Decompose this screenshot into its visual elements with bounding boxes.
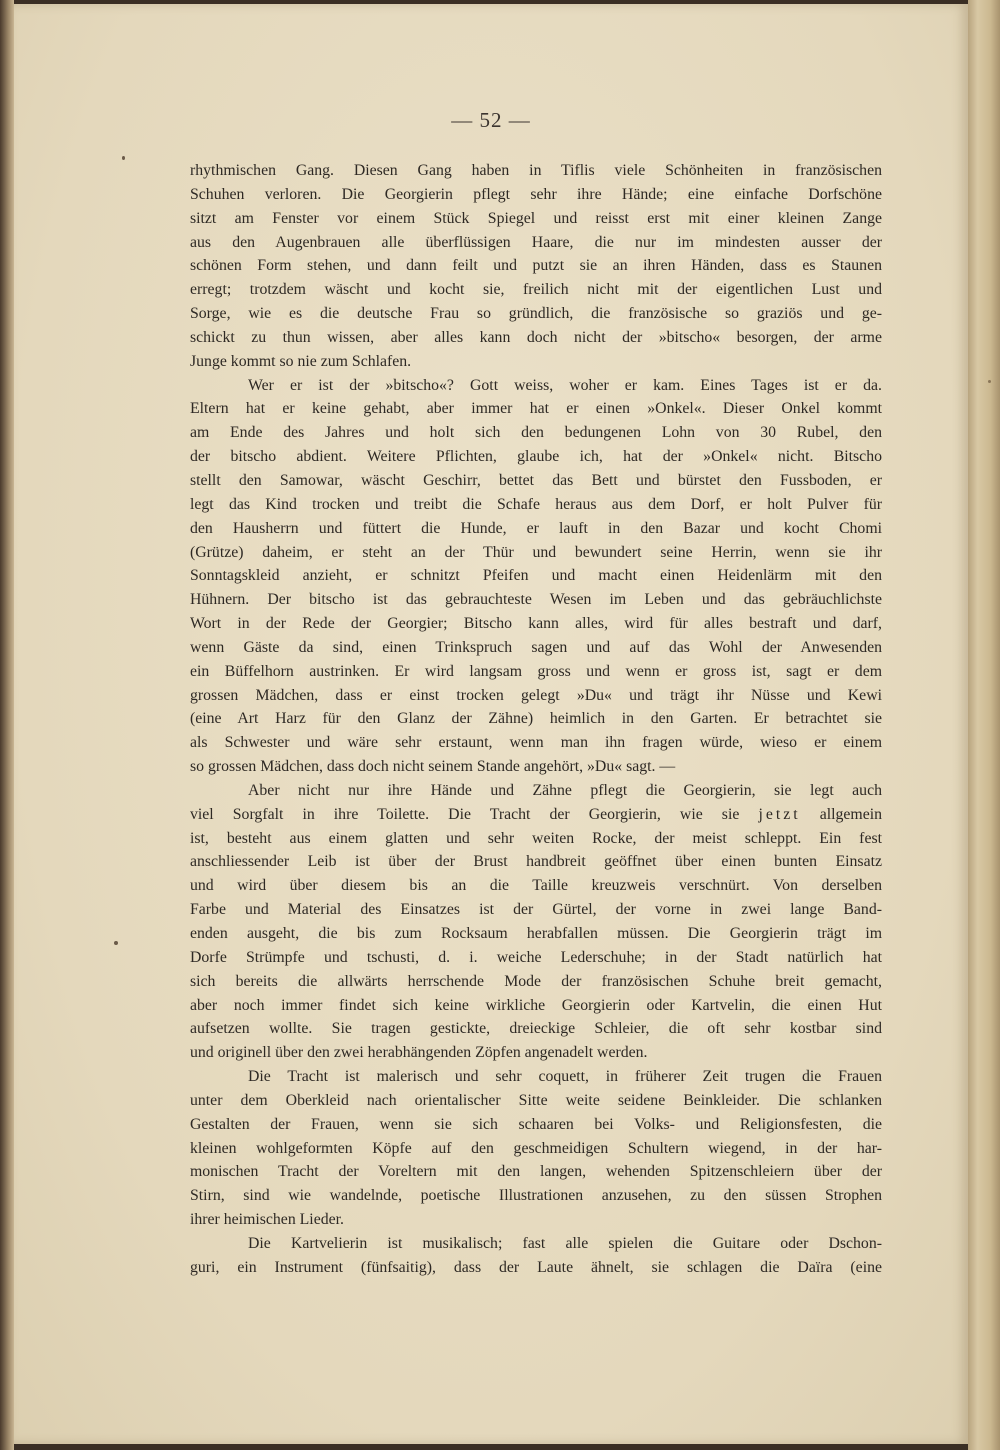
text-line: schönen Form stehen, und dann feilt und putzt sie an ihren Händen, dass es Staunen [190,257,882,275]
text-line: Hühnern. Der bitscho ist das gebrauchteste Wesen im Leben und das gebräuchlichste [190,591,882,609]
text-line: stellt den Samowar, wäscht Geschirr, bettet das Bett und bürstet den Fussboden, er [190,471,882,489]
book-binding [0,0,14,1450]
text-line: monischen Tracht der Voreltern mit den langen, wehenden Spitzenschleiern über der [190,1163,882,1181]
text-line: am Ende des Jahres und holt sich den bedungenen Lohn von 30 Rubel, den [190,424,882,442]
text-line: Gestalten der Frauen, wenn sie sich schaaren bei Volks- und Religionsfesten, die [190,1115,882,1133]
text-line: sich bereits die allwärts herrschende Mode der französischen Schuhe breit gemacht, [190,972,882,990]
text-line: Sorge, wie es die deutsche Frau so gründlich, die französische so graziös und ge- [190,305,882,323]
text-line: Junge kommt so nie zum Schlafen. [190,352,412,370]
text-line: anschliessender Leib ist über der Brust handbreit geöffnet über einen bunten Einsatz [190,853,882,871]
text-line: Wort in der Rede der Georgier; Bitscho kann alles, wird für alles bestraft und darf, [190,615,882,633]
text-line: so grossen Mädchen, dass doch nicht seinem Stande angehört, »Du« sagt. — [190,758,676,776]
text-line: erregt; trotzdem wäscht und kocht sie, freilich nicht mit der eigentlichen Lust und [190,281,882,299]
text-line: den Hausherrn und füttert die Hunde, er lauft in den Bazar und kocht Chomi [190,519,882,537]
text-line: legt das Kind trocken und treibt die Schafe heraus aus dem Dorf, er holt Pulver für [190,495,882,513]
text-line: ein Büffelhorn austrinken. Er wird langsam gross und wenn er gross ist, sagt er dem [190,662,882,680]
paper-speck [122,156,125,160]
text-line: Dorfe Strümpfe und tschusti, d. i. weiche Lederschuhe; in der Stadt natürlich hat [190,948,882,966]
text-line: schickt zu thun wissen, aber alles kann doch nicht der »bitscho« besorgen, der arme [190,328,882,346]
text-line: wenn Gäste da sind, einen Trinkspruch sagen und auf das Wohl der Anwesenden [190,638,882,656]
text-line: ihrer heimischen Lieder. [190,1211,344,1229]
text-line: aufsetzen wollte. Sie tragen gestickte, dreieckige Schleier, die oft sehr kostbar sind [190,1020,882,1038]
text-line: Eltern hat er keine gehabt, aber immer hat er einen »Onkel«. Dieser Onkel kommt [190,400,882,418]
text-line: Schuhen verloren. Die Georgierin pflegt sehr ihre Hände; eine einfache Dorfschöne [190,185,882,203]
page-number: — 52 — [451,108,531,132]
text-line: ist, besteht aus einem glatten und sehr weiten Rocke, der meist schleppt. Ein fest [190,829,882,847]
text-line: enden ausgeht, die bis zum Rocksaum herabfallen müssen. Die Georgierin trägt im [190,925,882,942]
text-line: rhythmischen Gang. Diesen Gang haben in Tiflis viele Schönheiten in französischen [190,162,882,179]
adjacent-page-edge [968,0,1000,1450]
text-line: grossen Mädchen, dass er einst trocken gelegt »Du« und trägt ihr Nüsse und Kewi [190,686,882,704]
spaced-emphasis: jetzt [758,805,801,823]
text-segment: viel Sorgfalt in ihre Toilette. Die Tracht der Georgierin, wie sie [190,805,740,823]
text-line: Die Kartvelierin ist musikalisch; fast alle spielen die Guitare oder Dschon- [248,1234,882,1252]
text-segment: allgemein [819,805,883,823]
text-line: (eine Art Harz für den Glanz der Zähne) heimlich in den Garten. Er betrachtet sie [190,710,882,728]
paper-speck [114,941,118,945]
text-line: Die Tracht ist malerisch und sehr coquett, in früherer Zeit trugen die Frauen [248,1068,882,1086]
text-line: Stirn, sind wie wandelnde, poetische Illustrationen anzusehen, zu den süssen Strophen [190,1187,882,1205]
text-line: guri, ein Instrument (fünfsaitig), dass der Laute ähnelt, sie schlagen die Daïra (eine [190,1258,882,1276]
text-line: Farbe und Material des Einsatzes ist der Gürtel, der vorne in zwei lange Band- [190,901,882,919]
text-line: aber noch immer findet sich keine wirkliche Georgierin oder Kartvelin, die einen Hut [190,996,882,1014]
text-line [190,803,882,827]
text-line: unter dem Oberkleid nach orientalischer Sitte weite seidene Beinkleider. Die schlanken [190,1091,882,1109]
text-line: Sonntagskleid anzieht, er schnitzt Pfeifen und macht einen Heidenlärm mit den [190,567,882,585]
paper-speck [988,380,991,383]
text-line: Wer er ist der »bitscho«? Gott weiss, woher er kam. Eines Tages ist er da. [248,376,882,394]
text-line: kleinen wohlgeformten Köpfe auf den geschmeidigen Schultern wiegend, in der har- [190,1139,882,1157]
text-line: sitzt am Fenster vor einem Stück Spiegel und reisst erst mit einer kleinen Zange [190,209,882,227]
text-line: und wird über diesem bis an die Taille kreuzweis verschnürt. Von derselben [190,877,882,895]
text-line: und originell über den zwei herabhängenden Zöpfen angenadelt werden. [190,1044,648,1062]
body-text [190,159,882,1280]
text-line: (Grütze) daheim, er steht an der Thür und bewundert seine Herrin, wenn sie ihr [190,543,882,561]
text-line: Aber nicht nur ihre Hände und Zähne pflegt die Georgierin, sie legt auch [248,781,882,799]
text-line: der bitscho abdient. Weitere Pflichten, glaube ich, hat der »Onkel« nicht. Bitscho [190,448,882,466]
book-page [14,4,968,1444]
text-line: aus den Augenbrauen alle überflüssigen Haare, die nur im mindesten ausser der [190,233,882,251]
text-line: als Schwester und wäre sehr erstaunt, wenn man ihn fragen würde, wieso er einem [190,734,882,752]
